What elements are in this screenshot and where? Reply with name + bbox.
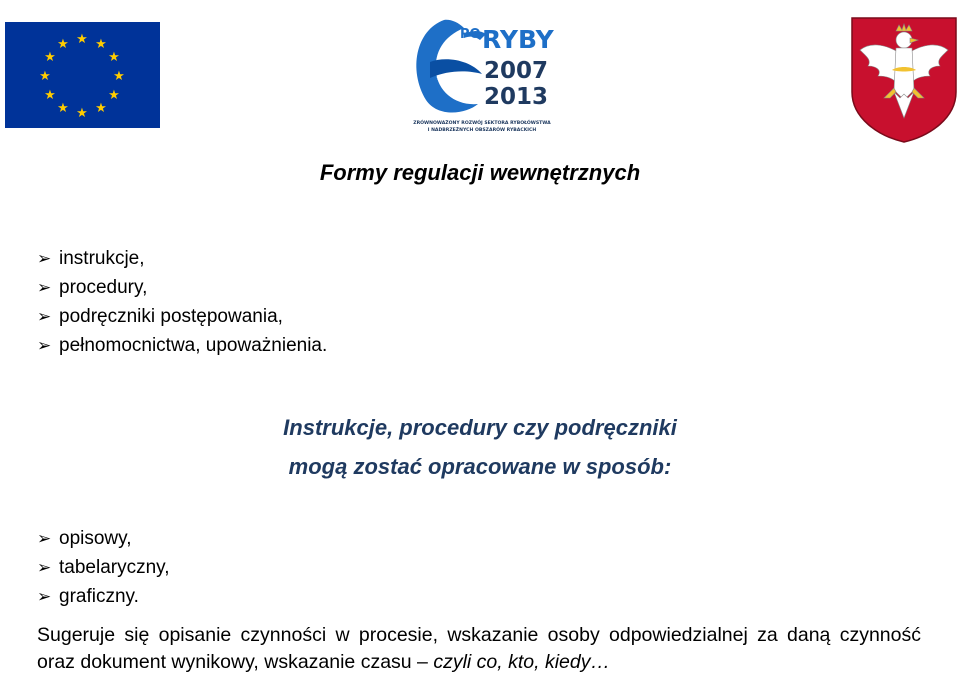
svg-text:★: ★: [57, 101, 69, 116]
list-item: [37, 582, 170, 611]
list-item: [37, 244, 327, 273]
svg-text:★: ★: [442, 81, 448, 88]
svg-text:★: ★: [39, 69, 51, 84]
eagle-shield-icon: [848, 14, 960, 144]
svg-text:★: ★: [95, 101, 107, 116]
poryby-po-text: PO: [460, 27, 481, 42]
list-item-label: podręczniki postępowania,: [59, 306, 283, 327]
list-item: [37, 553, 170, 582]
poryby-ryby-text: RYBY: [482, 25, 554, 54]
note-text: Sugeruje się opisanie czynności w procesie, wskazanie osoby odpowiedzialnej za daną czynność oraz dokument wynikowy, wskazanie czasu –: [37, 624, 921, 673]
po-ryby-logo: [386, 0, 578, 140]
list-item: [37, 331, 327, 360]
list-item-label: graficzny.: [59, 586, 139, 607]
fish-emblem-icon: [386, 0, 578, 140]
svg-text:★: ★: [76, 32, 88, 47]
svg-text:★: ★: [108, 50, 120, 65]
list-item-label: pełnomocnictwa, upoważnienia.: [59, 335, 328, 356]
methods-list: [37, 524, 170, 611]
svg-text:★: ★: [57, 37, 69, 52]
svg-text:★: ★: [44, 50, 56, 65]
arrow-bullet-icon: ➢: [37, 587, 52, 606]
svg-text:★: ★: [44, 88, 56, 103]
coat-of-arms-logo: [848, 14, 960, 144]
arrow-bullet-icon: ➢: [37, 336, 52, 355]
svg-text:★: ★: [113, 69, 125, 84]
subheading-line-2: mogą zostać opracowane w sposób:: [288, 454, 672, 479]
poryby-caption-1: ZRÓWNOWAŻONY ROZWÓJ SEKTORA RYBOŁÓWSTWA: [413, 121, 551, 126]
eu-flag-icon: [5, 22, 160, 128]
note-paragraph: [37, 622, 921, 676]
svg-text:★: ★: [108, 88, 120, 103]
list-item: [37, 524, 170, 553]
list-item-label: tabelaryczny,: [59, 557, 170, 578]
svg-text:★: ★: [95, 37, 107, 52]
poryby-caption-2: I NADBRZEŻNYCH OBSZARÓW RYBACKICH: [427, 128, 537, 133]
list-item-label: instrukcje,: [59, 248, 145, 269]
poryby-year-end: 2013: [484, 84, 549, 110]
list-item-label: procedury,: [59, 277, 148, 298]
arrow-bullet-icon: ➢: [37, 307, 52, 326]
svg-text:★: ★: [76, 106, 88, 121]
svg-text:★: ★: [456, 87, 462, 94]
list-item-label: opisowy,: [59, 528, 132, 549]
arrow-bullet-icon: ➢: [37, 249, 52, 268]
subheading-line-1: Instrukcje, procedury czy podręczniki: [283, 415, 677, 440]
list-item: [37, 302, 327, 331]
note-italic: czyli co, kto, kiedy…: [433, 651, 610, 673]
eu-flag-logo: [5, 22, 160, 128]
list-item: [37, 273, 327, 302]
arrow-bullet-icon: ➢: [37, 558, 52, 577]
page-title: Formy regulacji wewnętrznych: [319, 160, 641, 185]
poryby-year-start: 2007: [484, 58, 549, 84]
svg-text:★: ★: [436, 75, 442, 82]
arrow-bullet-icon: ➢: [37, 529, 52, 548]
svg-text:★: ★: [448, 85, 454, 92]
forms-list: [37, 244, 327, 360]
arrow-bullet-icon: ➢: [37, 278, 52, 297]
